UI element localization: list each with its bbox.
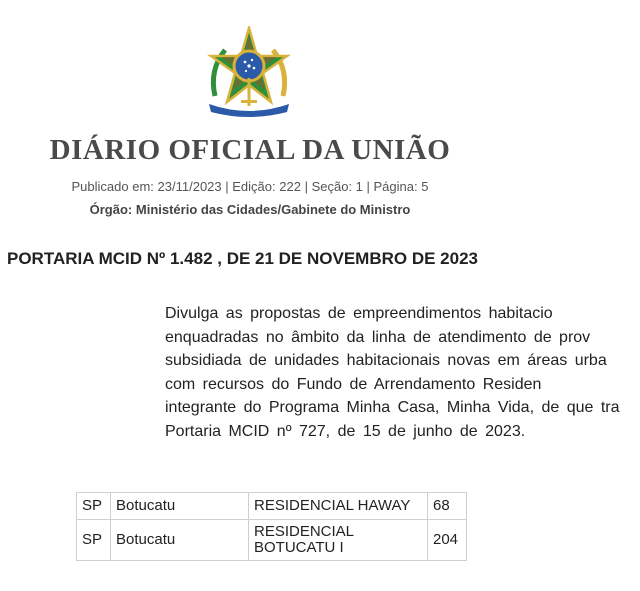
ementa-line: com recursos do Fundo de Arrendamento Residen: [165, 375, 542, 393]
state-cell: SP: [77, 520, 111, 561]
section-number: 1: [355, 179, 363, 194]
publication-info: Publicado em: 23/11/2023 | Edição: 222 | Seção: 1 | Página: 5: [71, 179, 429, 194]
state-cell: SP: [77, 493, 111, 520]
city-cell: Botucatu: [111, 520, 249, 561]
city-cell: Botucatu: [111, 493, 249, 520]
published-date: 23/11/2023: [157, 179, 222, 194]
act-title: PORTARIA MCID Nº 1.482 , DE 21 DE NOVEMBRO DE 2023: [7, 249, 478, 268]
ementa-line: subsidiada de unidades habitacionais novas em áreas urba: [165, 352, 607, 369]
published-label: Publicado em:: [71, 179, 154, 194]
table-row: [77, 493, 467, 520]
edition-label: Edição:: [232, 179, 276, 194]
ementa-line: Divulga as propostas de empreendimentos habitacio: [165, 305, 553, 322]
edition-number: 222: [279, 179, 301, 194]
organ-info: [0, 202, 500, 217]
masthead-title: DIÁRIO OFICIAL DA UNIÃO: [49, 134, 451, 166]
table-row: [77, 520, 467, 561]
ementa-line: enquadradas no âmbito da linha de atendimento de prov: [165, 328, 591, 346]
page-label: Página:: [373, 179, 418, 194]
ementa-line: integrante do Programa Minha Casa, Minha Vida, de que tra: [165, 399, 620, 416]
enterprise-cell: RESIDENCIAL HAWAY: [249, 493, 428, 520]
units-cell: 204: [428, 520, 467, 561]
organ-label: Órgão:: [89, 202, 133, 217]
ementa-paragraph: [165, 302, 640, 443]
section-label: Seção:: [311, 179, 353, 194]
organ-name: Ministério das Cidades/Gabinete do Ministro: [135, 202, 411, 217]
enterprise-cell: RESIDENCIAL BOTUCATU I: [249, 520, 428, 561]
units-cell: 68: [428, 493, 467, 520]
coat-of-arms-icon: [203, 26, 295, 118]
ementa-line: Portaria MCID nº 727, de 15 de junho de 2023.: [165, 422, 526, 440]
page-number: 5: [421, 179, 429, 194]
enterprises-table: [76, 492, 467, 561]
